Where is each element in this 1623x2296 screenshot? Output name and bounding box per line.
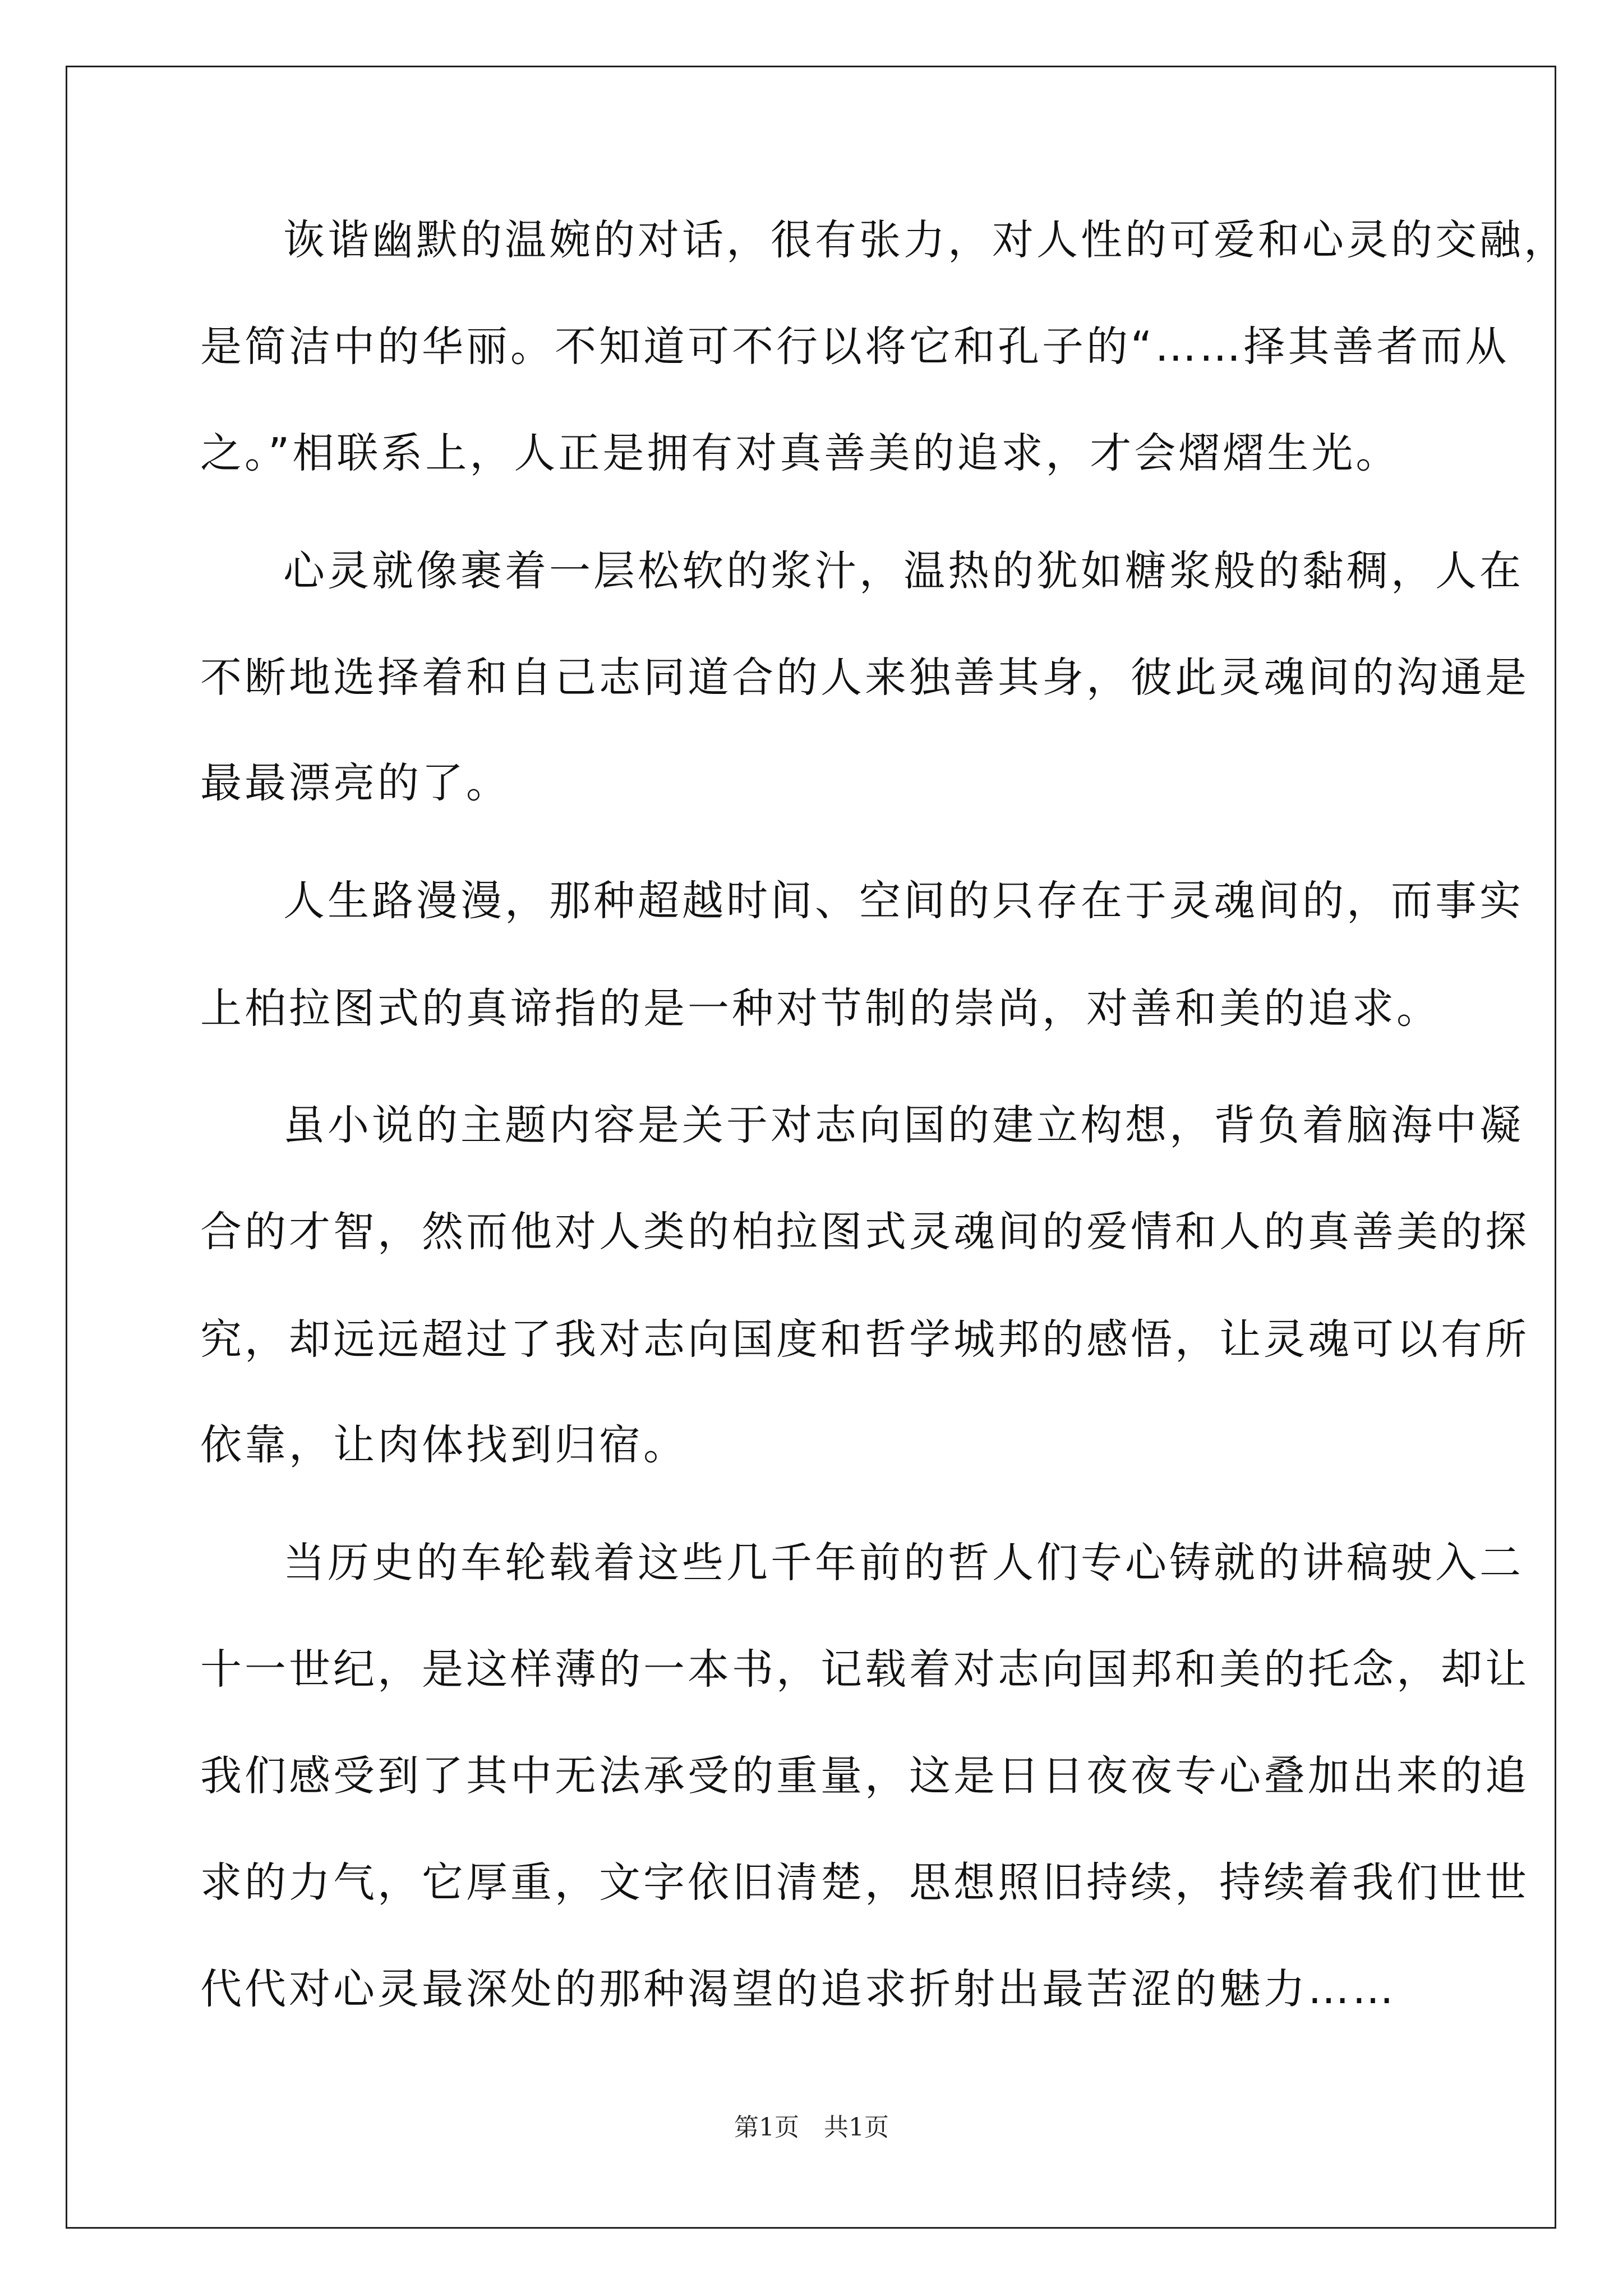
text-line: 十一世纪，是这样薄的一本书，记载着对志向国邦和美的托念，却让 bbox=[200, 1645, 1529, 1694]
text-line: 不断地选择着和自己志同道合的人来独善其身，彼此灵魂间的沟通是 bbox=[200, 654, 1529, 702]
text-line: 诙谐幽默的温婉的对话，很有张力，对人性的可爱和心灵的交融， bbox=[283, 216, 1568, 264]
text-line: 人生路漫漫，那种超越时间、空间的只存在于灵魂间的，而事实 bbox=[283, 877, 1524, 925]
text-line: 求的力气，它厚重，文字依旧清楚，思想照旧持续，持续着我们世世 bbox=[200, 1858, 1529, 1907]
page-number-footer: 第1页 共1页 bbox=[734, 2113, 889, 2142]
text-line: 最最漂亮的了。 bbox=[200, 759, 510, 807]
text-line: 代代对心灵最深处的那种渴望的追求折射出最苦涩的魅力…… bbox=[200, 1965, 1396, 2013]
text-line: 心灵就像裹着一层松软的浆汁，温热的犹如糖浆般的黏稠，人在 bbox=[283, 547, 1524, 595]
text-line: 上柏拉图式的真谛指的是一种对节制的崇尚，对善和美的追求。 bbox=[200, 984, 1441, 1033]
text-line: 我们感受到了其中无法承受的重量，这是日日夜夜专心叠加出来的追 bbox=[200, 1752, 1529, 1800]
text-line: 虽小说的主题内容是关于对志向国的建立构想，背负着脑海中凝 bbox=[283, 1101, 1524, 1149]
text-line: 究，却远远超过了我对志向国度和哲学城邦的感悟，让灵魂可以有所 bbox=[200, 1315, 1529, 1364]
text-line: 依靠，让肉体找到归宿。 bbox=[200, 1421, 688, 1469]
text-line: 之。”相联系上，人正是拥有对真善美的追求，才会熠熠生光。 bbox=[200, 429, 1400, 477]
text-line: 当历史的车轮载着这些几千年前的哲人们专心铸就的讲稿驶入二 bbox=[283, 1539, 1524, 1587]
text-line: 合的才智，然而他对人类的柏拉图式灵魂间的爱情和人的真善美的探 bbox=[200, 1208, 1529, 1256]
text-line: 是简洁中的华丽。不知道可不行以将它和孔子的“……择其善者而从 bbox=[200, 323, 1510, 371]
